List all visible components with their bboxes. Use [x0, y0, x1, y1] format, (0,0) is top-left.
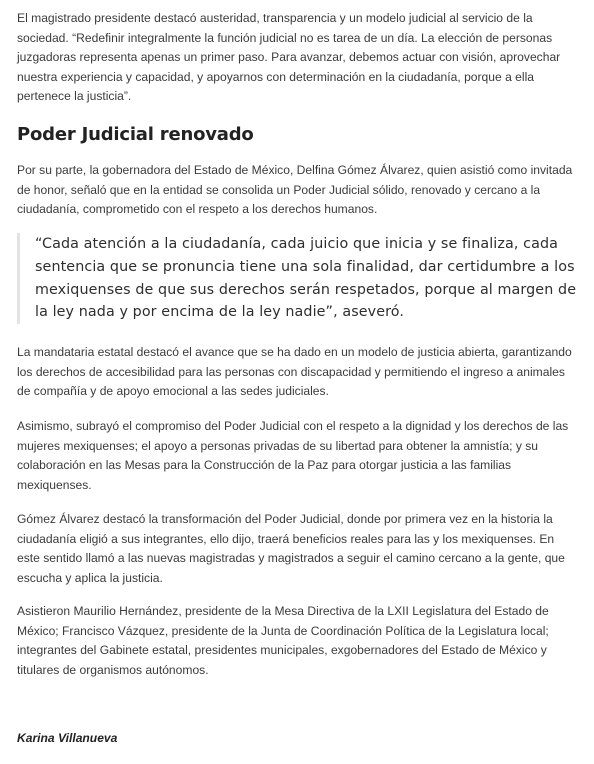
paragraph-justicia-abierta: La mandataria estatal destacó el avance que se ha dado en un modelo de justicia abierta, garantizando los derechos de accesibilidad para las personas con discapacidad y permitiendo el ingreso a animales de compañía y de apoyo emocional a las sedes judiciales.: [17, 345, 572, 398]
blockquote: [17, 233, 577, 324]
section-heading: Poder Judicial renovado: [17, 124, 254, 145]
paragraph-gobernadora: Por su parte, la gobernadora del Estado de México, Delfina Gómez Álvarez, quien asistió como invitada de honor, señaló que en la entidad se consolida un Poder Judicial sólido, renovado y cercano a la ciudadanía, comprometido con el respeto a los derechos humanos.: [17, 163, 573, 216]
author-byline: Karina Villanueva: [17, 731, 118, 745]
paragraph-transformacion: Gómez Álvarez destacó la transformación del Poder Judicial, donde por primera vez en la historia la ciudadanía eligió a sus integrantes, ello dijo, traerá beneficios reales para las y los mexiquenses. En este sentido llamó a las nuevas magistradas y magistrados a seguir el camino cercano a la gente, que escucha y aplica la justicia.: [17, 512, 565, 585]
quote-text: “Cada atención a la ciudadanía, cada juicio que inicia y se finaliza, cada sentencia que se pronuncia tiene una sola finalidad, dar certidumbre a los mexiquenses de que sus derechos serán respetados, porque al margen de la ley nada y por encima de la ley nadie”, aseveró.: [35, 236, 577, 321]
paragraph-compromiso: Asimismo, subrayó el compromiso del Poder Judicial con el respeto a la dignidad y los derechos de las mujeres mexiquenses; el apoyo a personas privadas de su libertad para obtener la amnistía; y su colaboración en las Mesas para la Construcción de la Paz para otorgar justicia a las familias mexiquenses.: [17, 419, 569, 492]
paragraph-asistentes: Asistieron Maurilio Hernández, presidente de la Mesa Directiva de la LXII Legislatura del Estado de México; Francisco Vázquez, presidente de la Junta de Coordinación Política de la Legislatura local; integrantes del Gabinete estatal, presidentes municipales, exgobernadores del Estado de México y titulares de organismos autónomos.: [17, 604, 549, 677]
paragraph-magistrado: El magistrado presidente destacó austeridad, transparencia y un modelo judicial al servicio de la sociedad. “Redefinir integralmente la función judicial no es tarea de un día. La elección de personas juzgadoras representa apenas un primer paso. Para avanzar, debemos actuar con visión, aprovechar nuestra experiencia y capacidad, y apoyarnos con determinación en la ciudadanía, porque a ella pertenece la justicia”.: [17, 11, 561, 103]
